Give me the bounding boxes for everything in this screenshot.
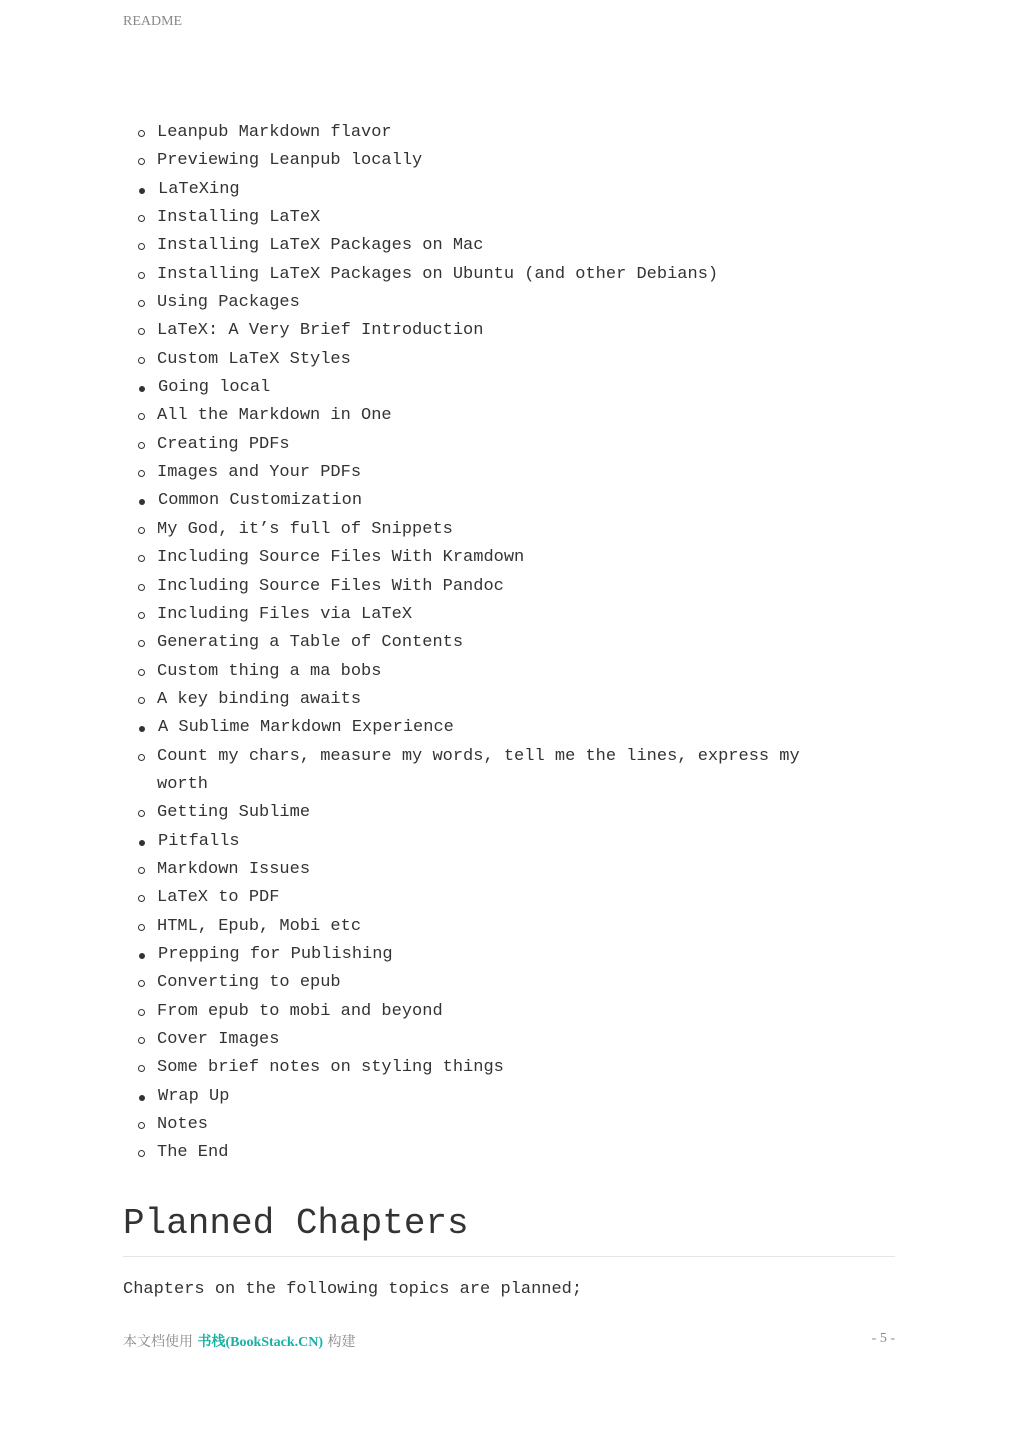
bullet-icon [139, 1095, 145, 1101]
list-item-label: Including Source Files With Pandoc [157, 576, 504, 596]
list-item-label: HTML, Epub, Mobi etc [157, 916, 362, 936]
bullet-icon [139, 386, 145, 392]
hollow-bullet-icon [138, 555, 145, 562]
toc-section [123, 828, 895, 941]
list-item [123, 119, 895, 147]
list-item-label: Count my chars, measure my words, tell me the lines, express my worth [157, 746, 800, 794]
list-item-label: Custom LaTeX Styles [157, 349, 351, 369]
toc-sublist [123, 743, 895, 828]
running-header: README [123, 14, 183, 29]
hollow-bullet-icon [138, 754, 145, 761]
bullet-icon [139, 188, 145, 194]
toc-section-title: LaTeXing [158, 179, 240, 199]
list-item-label: Creating PDFs [157, 434, 290, 454]
list-item [123, 658, 895, 686]
hollow-bullet-icon [138, 158, 145, 165]
list-item-label: Installing LaTeX [157, 208, 321, 228]
list-item-label: Generating a Table of Contents [157, 633, 464, 653]
list-item-label: Installing LaTeX Packages on Mac [157, 236, 484, 256]
list-item-label: A key binding awaits [157, 689, 362, 709]
list-item [123, 1139, 895, 1167]
toc-section [123, 941, 895, 1083]
hollow-bullet-icon [138, 895, 145, 902]
toc-sublist [123, 969, 895, 1082]
toc-section-title: Common Customization [158, 491, 363, 511]
hollow-bullet-icon [138, 1037, 145, 1044]
hollow-bullet-icon [138, 612, 145, 619]
hollow-bullet-icon [138, 1150, 145, 1157]
list-item-label: Converting to epub [157, 973, 341, 993]
hollow-bullet-icon [138, 357, 145, 364]
hollow-bullet-icon [138, 810, 145, 817]
list-item-label: Installing LaTeX Packages on Ubuntu (and other Debians) [157, 264, 719, 284]
list-item [123, 1026, 895, 1054]
list-item [123, 913, 895, 941]
list-item-label: Previewing Leanpub locally [157, 151, 423, 171]
list-item [123, 998, 895, 1026]
hollow-bullet-icon [138, 470, 145, 477]
hollow-bullet-icon [138, 413, 145, 420]
toc-list [123, 176, 895, 1168]
toc-sublist [123, 1111, 895, 1168]
toc-section [123, 1083, 895, 1168]
list-item-label: Markdown Issues [157, 859, 311, 879]
list-item-label: Custom thing a ma bobs [157, 661, 382, 681]
list-item-label: The End [157, 1143, 229, 1163]
toc-sublist [123, 516, 895, 714]
list-item [123, 431, 895, 459]
toc-sublist [123, 204, 895, 374]
list-item [123, 1111, 895, 1139]
toc-section-title: A Sublime Markdown Experience [158, 718, 454, 738]
list-item-label: LaTeX to PDF [157, 888, 280, 908]
hollow-bullet-icon [138, 1065, 145, 1072]
hollow-bullet-icon [138, 1009, 145, 1016]
toc-section-title: Going local [158, 378, 271, 398]
list-item [123, 544, 895, 572]
continued-sublist [123, 119, 895, 176]
hollow-bullet-icon [138, 1122, 145, 1129]
hollow-bullet-icon [138, 130, 145, 137]
hollow-bullet-icon [138, 243, 145, 250]
list-item-label: Images and Your PDFs [157, 463, 362, 483]
list-item [123, 629, 895, 657]
hollow-bullet-icon [138, 584, 145, 591]
hollow-bullet-icon [138, 272, 145, 279]
list-item [123, 969, 895, 997]
list-item-label: Some brief notes on styling things [157, 1058, 504, 1078]
list-item-label: My God, it’s full of Snippets [157, 519, 453, 539]
hollow-bullet-icon [138, 669, 145, 676]
footer-suffix: 构建 [323, 1334, 356, 1350]
bullet-icon [139, 953, 145, 959]
list-item [123, 289, 895, 317]
hollow-bullet-icon [138, 697, 145, 704]
hollow-bullet-icon [138, 924, 145, 931]
hollow-bullet-icon [138, 215, 145, 222]
bullet-icon [139, 499, 145, 505]
page-number: - 5 - [871, 1331, 895, 1346]
list-item-label: Including Source Files With Kramdown [157, 548, 525, 568]
hollow-bullet-icon [138, 980, 145, 987]
hollow-bullet-icon [138, 640, 145, 647]
list-item [123, 459, 895, 487]
list-item [123, 1054, 895, 1082]
toc-section [123, 374, 895, 487]
list-item-label: LaTeX: A Very Brief Introduction [157, 321, 484, 341]
hollow-bullet-icon [138, 328, 145, 335]
list-item [123, 346, 895, 374]
toc-section [123, 176, 895, 374]
section-heading: Planned Chapters [123, 1202, 895, 1257]
toc-section [123, 714, 895, 827]
list-item [123, 317, 895, 345]
list-item [123, 884, 895, 912]
list-item-label: Using Packages [157, 293, 300, 313]
list-item [123, 402, 895, 430]
list-item [123, 261, 895, 289]
toc-sublist [123, 856, 895, 941]
hollow-bullet-icon [138, 442, 145, 449]
hollow-bullet-icon [138, 527, 145, 534]
list-item-label: All the Markdown in One [157, 406, 392, 426]
toc-section-title: Prepping for Publishing [158, 944, 393, 964]
toc-section-title: Pitfalls [158, 831, 240, 851]
bullet-icon [139, 726, 145, 732]
list-item [123, 204, 895, 232]
list-item-label: From epub to mobi and beyond [157, 1001, 443, 1021]
list-item [123, 856, 895, 884]
list-item [123, 743, 817, 800]
hollow-bullet-icon [138, 867, 145, 874]
list-item [123, 516, 895, 544]
list-item [123, 686, 895, 714]
document-body [123, 119, 895, 1299]
footer-brand-link[interactable]: 书栈(BookStack.CN) [197, 1335, 324, 1350]
toc-sublist [123, 402, 895, 487]
list-item-label: Notes [157, 1115, 209, 1135]
list-item [123, 601, 895, 629]
list-item-label: Cover Images [157, 1030, 280, 1049]
toc-section-title: Wrap Up [158, 1086, 230, 1106]
toc-section [123, 487, 895, 714]
page-footer [123, 1331, 895, 1351]
bullet-icon [139, 840, 145, 846]
list-item [123, 147, 895, 175]
footer-prefix: 本文档使用 [123, 1334, 198, 1350]
section-intro: Chapters on the following topics are planned; [123, 1280, 583, 1299]
list-item-label: Getting Sublime [157, 803, 311, 823]
list-item [123, 799, 895, 827]
list-item-label: Including Files via LaTeX [157, 604, 413, 624]
list-item [123, 573, 895, 601]
hollow-bullet-icon [138, 300, 145, 307]
list-item [123, 232, 895, 260]
list-item-label: Leanpub Markdown flavor [157, 123, 392, 142]
